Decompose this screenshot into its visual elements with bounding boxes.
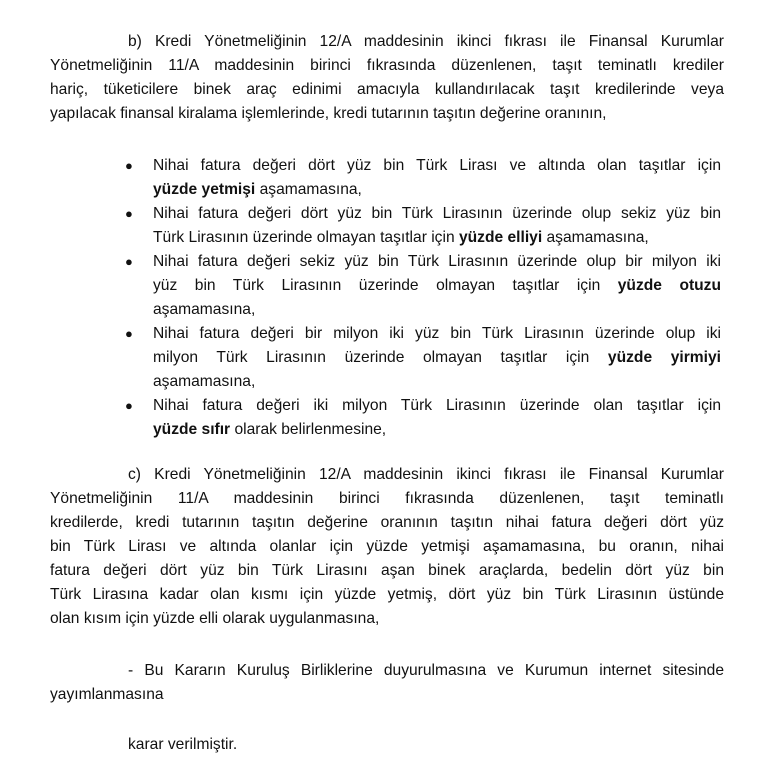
closing-text — [50, 733, 724, 757]
paragraph-c-line: c) Kredi Yönetmeliğinin 12/A maddesinin ikinci fıkrası ile Finansal Kurumlar — [128, 466, 724, 483]
bullet-text: Türk Lirasının üzerinde olmayan taşıtlar için — [153, 229, 459, 246]
bullet-text: yüz bin Türk Lirasının üzerinde olmayan taşıtlar için — [153, 277, 618, 294]
paragraph-b-line: hariç, tüketicilere binek araç edinimi amacıyla kullandırılacak taşıt kredilerinde veya — [50, 81, 724, 98]
paragraph-d-line: yayımlanmasına — [50, 686, 164, 703]
bullet-icon: ● — [125, 206, 133, 221]
closing-line: karar verilmiştir. — [128, 736, 238, 753]
paragraph-b-line: yapılacak finansal kiralama işlemlerinde, kredi tutarının taşıtın değerine oranının, — [50, 105, 607, 122]
bullet-item — [125, 322, 721, 394]
bullet-line: Nihai fatura değeri bir milyon iki yüz bin Türk Lirasının üzerinde olup iki — [153, 325, 721, 342]
bullet-item — [125, 202, 721, 250]
paragraph-c — [50, 463, 724, 631]
bullet-text: milyon Türk Lirasının üzerinde olmayan taşıtlar için — [153, 349, 608, 366]
paragraph-b — [50, 30, 724, 126]
paragraph-d — [50, 659, 724, 707]
bullet-icon: ● — [125, 158, 133, 173]
bullet-item — [125, 394, 721, 442]
paragraph-b-line: b) Kredi Yönetmeliğinin 12/A maddesinin ikinci fıkrası ile Finansal Kurumlar — [128, 33, 724, 50]
bullet-line: Nihai fatura değeri iki milyon Türk Lirasının üzerinde olan taşıtlar için — [153, 397, 721, 414]
bullet-bold: yüzde yirmiyi — [607, 349, 721, 366]
bullet-bold: yüzde elliyi — [458, 229, 543, 246]
bullet-line: Nihai fatura değeri dört yüz bin Türk Lirasının üzerinde olup sekiz yüz bin — [153, 205, 721, 222]
paragraph-c-line: kredilerde, kredi tutarının taşıtın değerine oranının taşıtın nihai fatura değeri dört yüz — [50, 514, 724, 531]
bullet-text: aşamamasına, — [153, 301, 256, 318]
bullet-line: Nihai fatura değeri sekiz yüz bin Türk Lirasının üzerinde olup bir milyon iki — [153, 253, 721, 270]
paragraph-c-line: fatura değeri dört yüz bin Türk Lirasını aşan binek araçlarda, bedelin dört yüz bin — [50, 562, 724, 579]
bullet-list — [125, 154, 722, 442]
bullet-bold: yüzde yetmişi — [153, 181, 256, 198]
paragraph-c-line: Türk Lirasına kadar olan kısmı için yüzde yetmiş, dört yüz bin Türk Lirasının üstünde — [50, 586, 724, 603]
bullet-icon: ● — [125, 254, 133, 269]
bullet-text: aşamamasına, — [255, 181, 362, 198]
bullet-icon: ● — [125, 326, 133, 341]
bullet-text: aşamamasına, — [542, 229, 649, 246]
paragraph-d-line: - Bu Kararın Kuruluş Birliklerine duyurulmasına ve Kurumun internet sitesinde — [128, 662, 724, 679]
bullet-item — [125, 154, 721, 202]
bullet-text: aşamamasına, — [153, 373, 256, 390]
paragraph-c-line: Yönetmeliğinin 11/A maddesinin birinci fıkrasında düzenlenen, taşıt teminatlı — [50, 490, 724, 507]
bullet-bold: yüzde otuzu — [617, 277, 722, 294]
bullet-icon: ● — [125, 398, 133, 413]
bullet-bold: yüzde sıfır — [153, 421, 231, 438]
paragraph-c-line: olan kısım için yüzde elli olarak uygulanmasına, — [50, 610, 380, 627]
paragraph-c-line: bin Türk Lirası ve altında olanlar için yüzde yetmişi aşamamasına, bu oranın, nihai — [50, 538, 724, 555]
bullet-text: olarak belirlenmesine, — [230, 421, 387, 438]
paragraph-b-line: Yönetmeliğinin 11/A maddesinin birinci fıkrasında düzenlenen, taşıt teminatlı krediler — [50, 57, 724, 74]
bullet-line: Nihai fatura değeri dört yüz bin Türk Lirası ve altında olan taşıtlar için — [153, 157, 721, 174]
bullet-item — [125, 250, 722, 322]
